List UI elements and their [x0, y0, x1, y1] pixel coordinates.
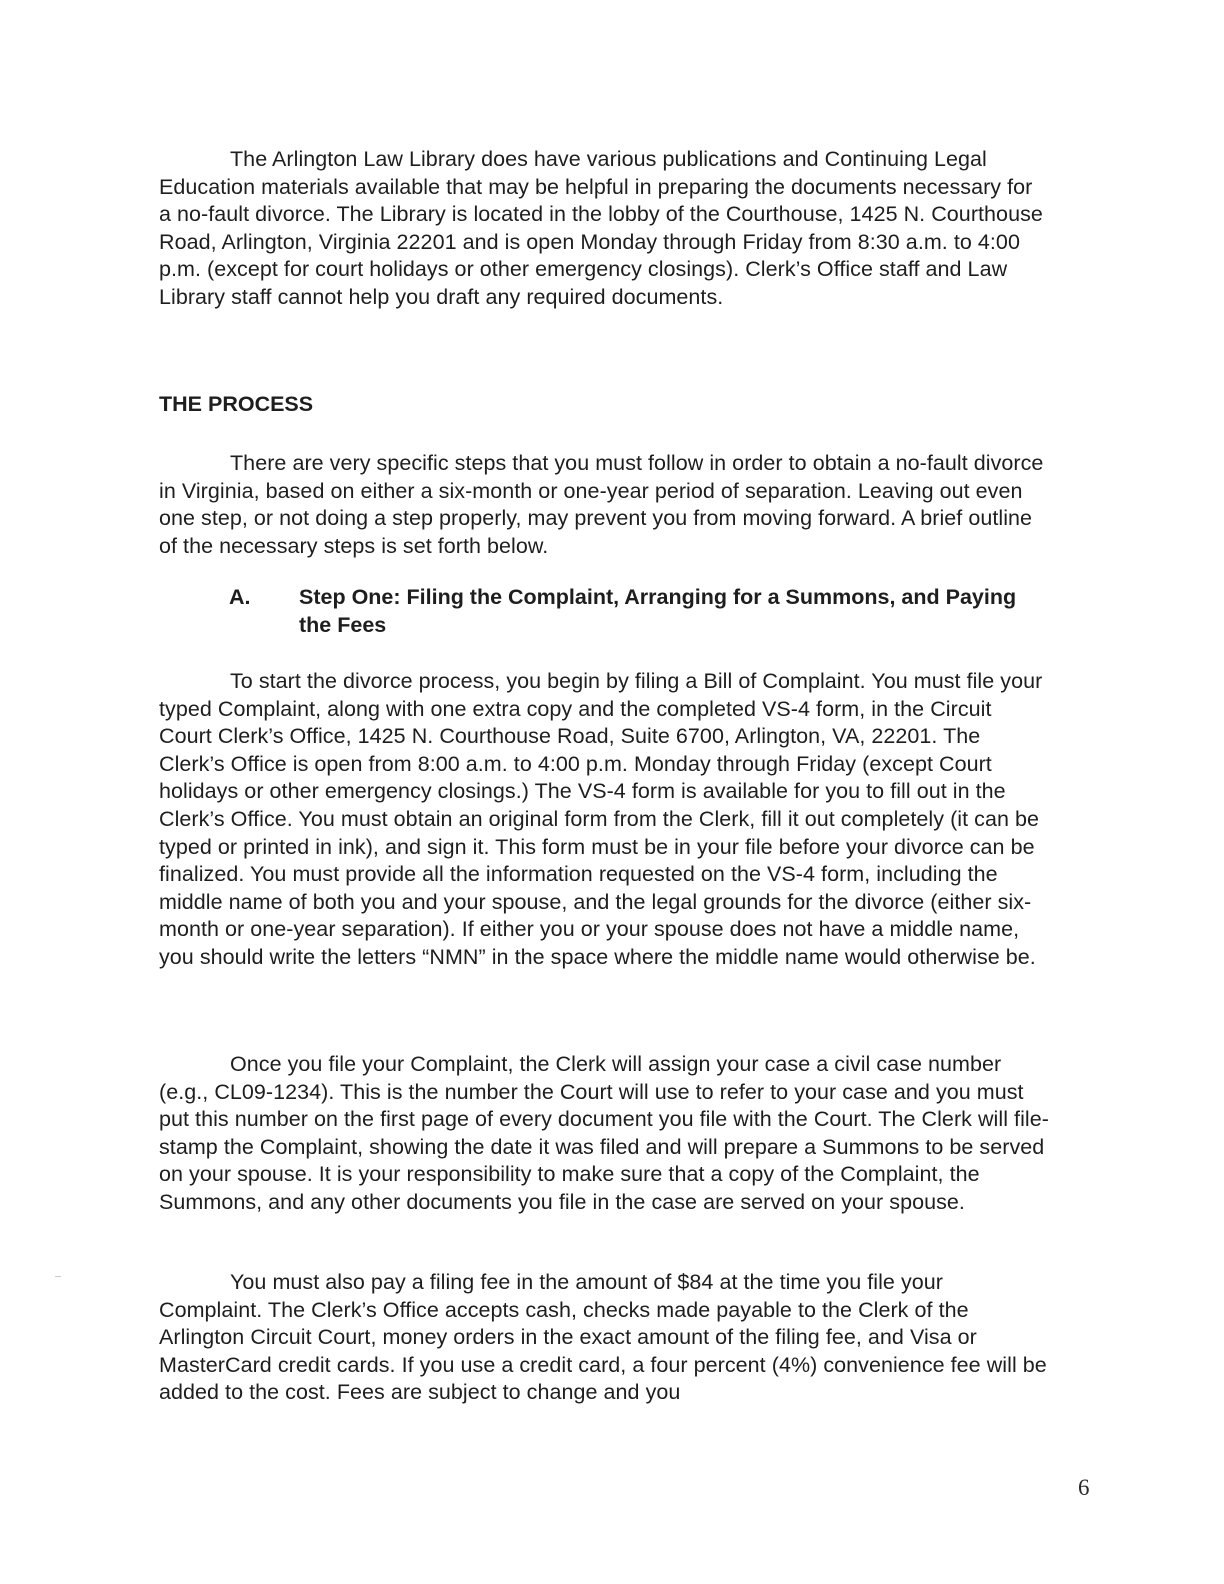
paragraph-filing-fee: You must also pay a filing fee in the amount of $84 at the time you file your Complaint. The Clerk’s Office accepts cash, checks made payable to the Clerk of the Arlington Circuit Court, money orders in the exact amount of the filing fee, and Visa or MasterCard credit cards. If you use a credit card, a four percent (4%) convenience fee will be added to the cost. Fees are subject to change and you — [159, 1270, 1047, 1405]
step-one-title: Step One: Filing the Complaint, Arranging for a Summons, and Paying the Fees — [299, 585, 1017, 637]
section-heading-process: THE PROCESS — [159, 392, 314, 416]
paragraph-process-overview: There are very specific steps that you must follow in order to obtain a no-fault divorce in Virginia, based on either a six-month or one-year period of separation. Leaving out even one step, or not doing a step properly, may prevent you from moving forward. A brief outline of the necessary steps is set forth below. — [159, 451, 1044, 558]
paragraph-case-number: Once you file your Complaint, the Clerk will assign your case a civil case number (e.g., CL09-1234). This is the number the Court will use to refer to your case and you must put this number on the first page of every document you file with the Court. The Clerk will file-stamp the Complaint, showing the date it was filed and will prepare a Summons to be served on your spouse. It is your responsibility to make sure that a copy of the Complaint, the Summons, and any other documents you file in the case are served on your spouse. — [159, 1052, 1049, 1214]
paragraph-filing-complaint: To start the divorce process, you begin by filing a Bill of Complaint. You must file your typed Complaint, along with one extra copy and the completed VS-4 form, in the Circuit Court Clerk’s Office, 1425 N. Courthouse Road, Suite 6700, Arlington, VA, 22201. The Clerk’s Office is open from 8:00 a.m. to 4:00 p.m. Monday through Friday (except Court holidays or other emergency closings.) The VS-4 form is available for you to fill out in the Clerk’s Office. You must obtain an original form from the Clerk, fill it out completely (it can be typed or printed in ink), and sign it. This form must be in your file before your divorce can be finalized. You must provide all the information requested on the VS-4 form, including the middle name of both you and your spouse, and the legal grounds for the divorce (either six-month or one-year separation). If either you or your spouse does not have a middle name, you should write the letters “NMN” in the space where the middle name would otherwise be. — [159, 669, 1043, 969]
paragraph-law-library: The Arlington Law Library does have various publications and Continuing Legal Education materials available that may be helpful in preparing the documents necessary for a no-fault divorce. The Library is located in the lobby of the Courthouse, 1425 N. Courthouse Road, Arlington, Virginia 22201 and is open Monday through Friday from 8:30 a.m. to 4:00 p.m. (except for court holidays or other emergency closings). Clerk’s Office staff and Law Library staff cannot help you draft any required documents. — [159, 147, 1043, 309]
page-number: 6 — [1078, 1475, 1090, 1500]
step-one-letter: A. — [229, 585, 251, 609]
scan-speck — [55, 1276, 61, 1277]
